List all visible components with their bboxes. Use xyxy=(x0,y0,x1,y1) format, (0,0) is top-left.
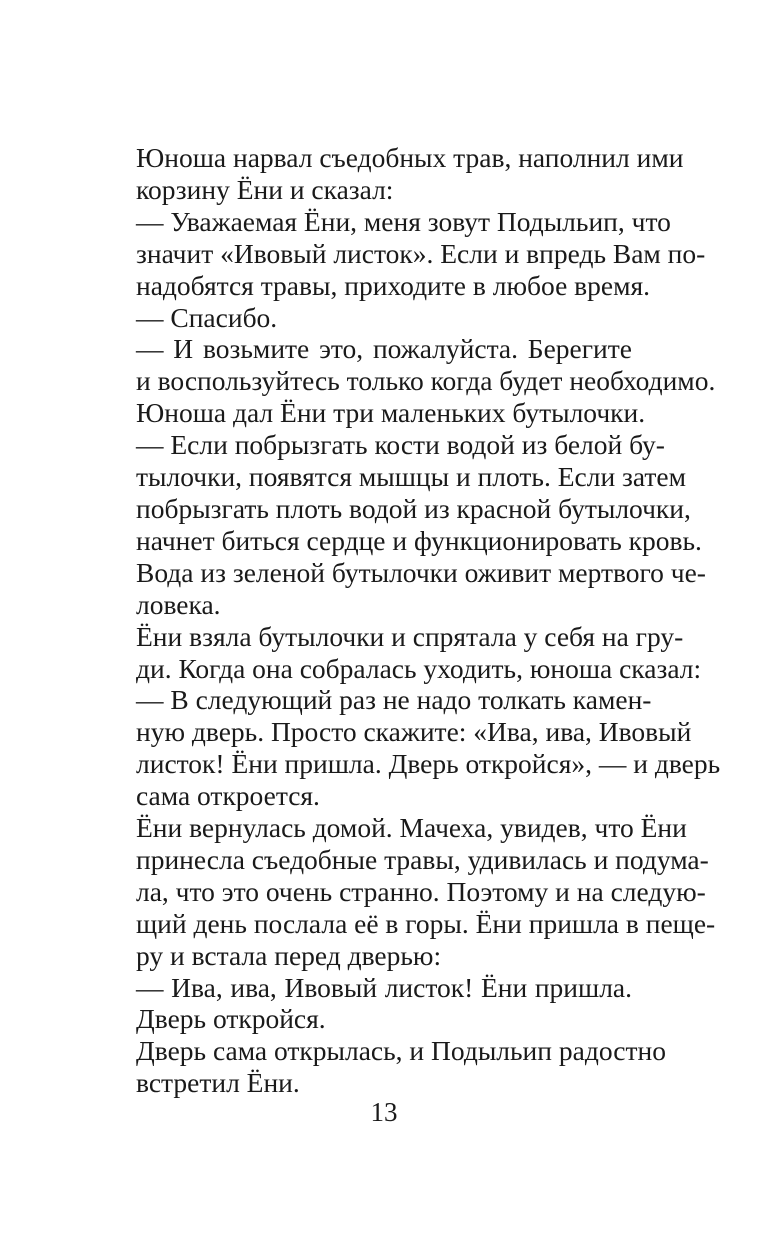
page-body xyxy=(104,142,721,1099)
text-line: Дверь откройся. xyxy=(136,1003,326,1035)
text-line: встретил Ёни. xyxy=(136,1067,300,1099)
paragraph xyxy=(104,333,716,397)
paragraph xyxy=(104,397,646,429)
paragraph xyxy=(104,142,684,206)
paragraph xyxy=(104,972,632,1036)
text-line: Юноша нарвал съедобных трав, наполнил ими xyxy=(136,142,684,173)
text-line: листок! Ёни пришла. Дверь откройся», — и дверь xyxy=(136,748,721,780)
paragraph xyxy=(104,812,716,972)
text-line: Юноша дал Ёни три маленьких бутылочки. xyxy=(136,397,646,429)
text-line: — И возьмите это, пожалуйста. Берегите xyxy=(136,333,632,365)
paragraph xyxy=(104,205,706,302)
paragraph xyxy=(104,1035,666,1099)
paragraph xyxy=(104,620,702,685)
text-line: — Ива, ива, Ивовый листок! Ёни пришла. xyxy=(136,971,632,1003)
text-line: ловека. xyxy=(136,588,221,620)
paragraph xyxy=(104,302,632,334)
text-line: сама откроется. xyxy=(136,780,320,812)
text-line: Дверь сама открылась, и Подыльип радостно xyxy=(136,1035,666,1067)
paragraph xyxy=(104,684,721,812)
text-line: и воспользуйтесь только когда будет необходимо. xyxy=(136,365,716,397)
text-line: надобятся травы, приходите в любое время. xyxy=(136,269,651,301)
text-line: побрызгать плоть водой из красной бутылочки, xyxy=(136,492,691,524)
text-line: принесла съедобные травы, удивилась и подума- xyxy=(136,843,709,875)
text-line: начнет биться сердце и функционировать кровь. xyxy=(136,524,702,556)
paragraph xyxy=(104,429,706,620)
text-line: ру и встала перед дверью: xyxy=(136,939,442,971)
text-line: тылочки, появятся мышцы и плоть. Если затем xyxy=(136,461,687,493)
text-line: Ёни взяла бутылочки и спрятала у себя на гру- xyxy=(136,620,684,652)
page-number: 13 xyxy=(370,1097,398,1127)
text-line: щий день послала её в горы. Ёни пришла в пеще- xyxy=(136,907,716,939)
text-line: — В следующий раз не надо толкать камен- xyxy=(136,684,652,716)
text-line: корзину Ёни и сказал: xyxy=(136,173,394,205)
text-line: значит «Ивовый листок». Если и впредь Вам по- xyxy=(136,237,706,269)
text-line: Ёни вернулась домой. Мачеха, увидев, что Ёни xyxy=(136,812,687,844)
text-line: — Уважаемая Ёни, меня зовут Подыльип, что xyxy=(136,205,671,237)
text-line: — Если побрызгать кости водой из белой бу- xyxy=(136,429,665,461)
text-line: — Спасибо. xyxy=(136,301,278,333)
text-line: ную дверь. Просто скажите: «Ива, ива, Ивовый xyxy=(136,716,692,748)
text-line: ди. Когда она собралась уходить, юноша сказал: xyxy=(136,652,702,684)
text-line: ла, что это очень странно. Поэтому и на следую- xyxy=(136,875,706,907)
text-line: Вода из зеленой бутылочки оживит мертвого че- xyxy=(136,556,706,588)
